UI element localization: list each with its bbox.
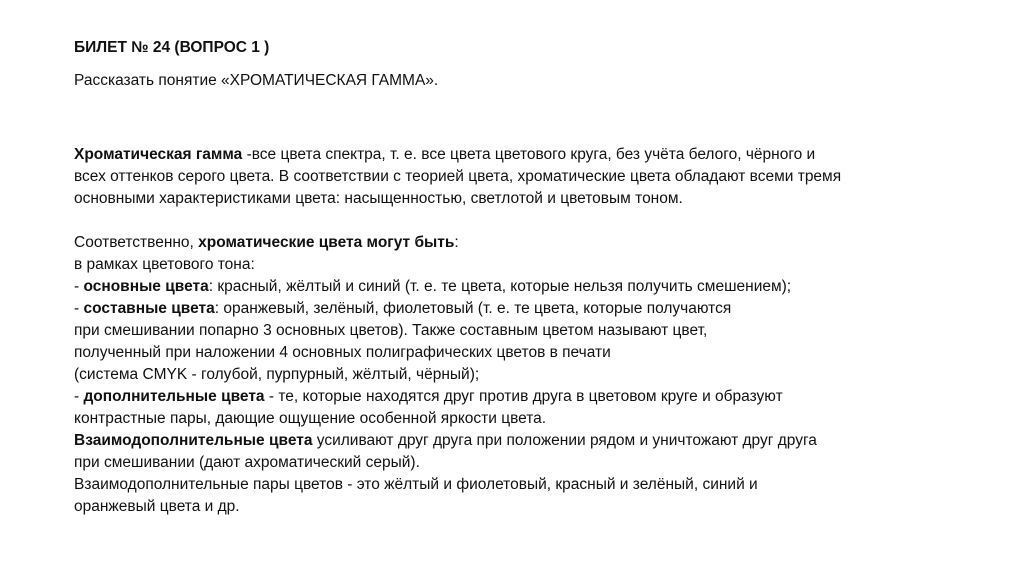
hue-line: в рамках цветового тона: — [74, 256, 255, 273]
basic-colors-term: основные цвета — [83, 278, 209, 295]
bullet-dash: - — [74, 278, 84, 295]
mutual-colors-term: Взаимодополнительные цвета — [74, 432, 313, 449]
pairs-line-2: оранжевый цвета и др. — [74, 498, 240, 515]
definition-term: Хроматическая гамма — [74, 146, 243, 163]
bullet-dash: - — [74, 388, 84, 405]
intro-suffix: : — [454, 234, 459, 251]
basic-colors-text: : красный, жёлтый и синий (т. е. те цвета, которые нельзя получить смешением); — [208, 278, 792, 295]
composite-colors-text: : оранжевый, зелёный, фиолетовый (т. е. те цвета, которые получаются — [214, 300, 732, 317]
composite-colors-term: составные цвета — [83, 300, 215, 317]
composite-colors-item — [74, 298, 974, 320]
definition-line-1 — [74, 144, 974, 166]
basic-colors-item — [74, 276, 974, 298]
composite-line-2: при смешивании попарно 3 основных цветов). Также составным цветом называют цвет, — [74, 322, 708, 339]
definition-line-2: всех оттенков серого цвета. В соответствии с теорией цвета, хроматические цвета обладают всеми тремя — [74, 168, 842, 185]
slide-body — [74, 144, 974, 518]
composite-line-3: полученный при наложении 4 основных полиграфических цветов в печати — [74, 344, 611, 361]
composite-line-4: (система CMYK - голубой, пурпурный, жёлтый, чёрный); — [74, 366, 480, 383]
bullet-dash: - — [74, 300, 84, 317]
complementary-colors-text: - те, которые находятся друг против друга в цветовом круге и образуют — [264, 388, 783, 405]
complementary-line-2: контрастные пары, дающие ощущение особенной яркости цвета. — [74, 410, 547, 427]
mutual-line-2: при смешивании (дают ахроматический серый). — [74, 454, 420, 471]
mutual-colors-text: усиливают друг друга при положении рядом и уничтожают друг друга — [312, 432, 817, 449]
definition-text-1: -все цвета спектра, т. е. все цвета цветового круга, без учёта белого, чёрного и — [242, 146, 816, 163]
definition-line-3: основными характеристиками цвета: насыщенностью, светлотой и цветовым тоном. — [74, 190, 683, 207]
complementary-colors-item — [74, 386, 974, 408]
intro-prefix: Соответственно, — [74, 234, 199, 251]
ticket-title: БИЛЕТ № 24 (ВОПРОС 1 ) — [74, 39, 270, 56]
pairs-line-1: Взаимодополнительные пары цветов - это жёлтый и фиолетовый, красный и зелёный, синий и — [74, 476, 758, 493]
intro-bold: хроматические цвета могут быть — [198, 234, 455, 251]
mutual-colors-item — [74, 430, 974, 452]
complementary-colors-term: дополнительные цвета — [83, 388, 265, 405]
task-statement: Рассказать понятие «ХРОМАТИЧЕСКАЯ ГАММА». — [74, 72, 439, 89]
paragraph-spacer — [74, 210, 974, 232]
classification-intro — [74, 232, 974, 254]
